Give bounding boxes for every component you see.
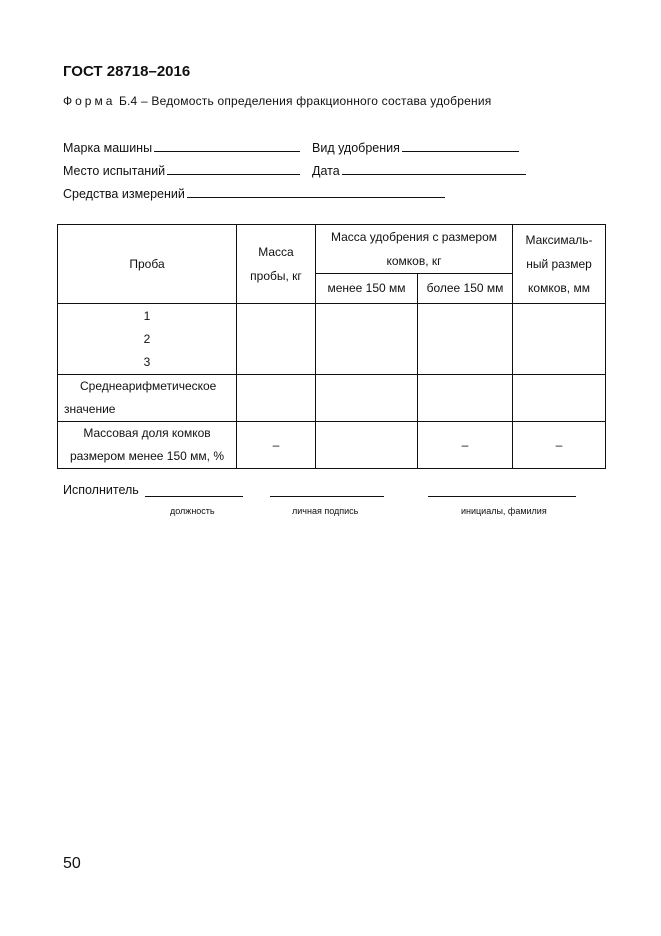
cell-more-samples[interactable] xyxy=(418,304,513,375)
signature-caption: личная подпись xyxy=(292,506,359,516)
machine-brand-label: Марка машины xyxy=(63,141,153,155)
page-number: 50 xyxy=(63,855,81,872)
share-line1: Массовая доля комков xyxy=(83,426,211,440)
share-row-label xyxy=(58,422,237,469)
share-line2: размером менее 150 мм, % xyxy=(70,449,224,463)
sample-number-1: 1 xyxy=(143,308,151,323)
position-line[interactable] xyxy=(145,496,243,497)
header-group-line1: Масса удобрения с размером xyxy=(330,230,498,244)
measuring-tools-blank[interactable] xyxy=(187,187,445,198)
test-place-label: Место испытаний xyxy=(63,164,166,178)
cell-max-share: – xyxy=(513,422,606,469)
cell-mass-average[interactable] xyxy=(237,375,316,422)
cell-max-samples[interactable] xyxy=(513,304,606,375)
average-row-label xyxy=(58,375,237,422)
header-max-line2: ный размер xyxy=(526,257,592,271)
sample-number-3: 3 xyxy=(143,354,151,369)
date-field xyxy=(312,164,526,178)
name-caption: инициалы, фамилия xyxy=(461,506,547,516)
name-line[interactable] xyxy=(428,496,576,497)
form-word: Форма xyxy=(63,94,116,108)
cell-mass-share: – xyxy=(237,422,316,469)
fertilizer-type-field xyxy=(312,141,519,155)
average-line1: Среднеарифметическое xyxy=(80,379,217,393)
cell-max-average[interactable] xyxy=(513,375,606,422)
cell-mass-samples[interactable] xyxy=(237,304,316,375)
header-mass-line1: Масса xyxy=(258,245,294,259)
sample-numbers-cell xyxy=(58,304,237,375)
fertilizer-type-label: Вид удобрения xyxy=(312,141,400,155)
measuring-tools-field xyxy=(63,187,445,201)
signature-line[interactable] xyxy=(270,496,384,497)
average-line2: значение xyxy=(64,402,116,416)
standard-title: ГОСТ 28718–2016 xyxy=(63,63,191,80)
cell-less-average[interactable] xyxy=(316,375,418,422)
header-mass xyxy=(237,225,316,304)
header-mass-line2: пробы, кг xyxy=(250,269,302,283)
performer-label: Исполнитель xyxy=(63,483,139,497)
cell-less-share[interactable] xyxy=(316,422,418,469)
machine-brand-blank[interactable] xyxy=(154,141,300,152)
header-more-150: более 150 мм xyxy=(418,274,513,304)
header-group xyxy=(316,225,513,274)
sample-number-2: 2 xyxy=(143,331,151,346)
position-caption: должность xyxy=(170,506,215,516)
fraction-table xyxy=(57,224,606,469)
test-place-field xyxy=(63,164,300,178)
date-blank[interactable] xyxy=(342,164,526,175)
cell-less-samples[interactable] xyxy=(316,304,418,375)
header-max-line3: комков, мм xyxy=(528,281,590,295)
form-caption-text: Б.4 – Ведомость определения фракционного состава удобрения xyxy=(118,94,492,108)
measuring-tools-label: Средства измерений xyxy=(63,187,185,201)
header-less-150: менее 150 мм xyxy=(316,274,418,304)
test-place-blank[interactable] xyxy=(167,164,300,175)
header-max-line1: Максималь- xyxy=(525,233,593,247)
date-label: Дата xyxy=(312,164,340,178)
header-group-line2: комков, кг xyxy=(386,254,442,268)
form-caption xyxy=(63,94,491,108)
header-max-size xyxy=(513,225,606,304)
machine-brand-field xyxy=(63,141,300,155)
header-sample: Проба xyxy=(58,225,237,304)
cell-more-share: – xyxy=(418,422,513,469)
fertilizer-type-blank[interactable] xyxy=(402,141,519,152)
cell-more-average[interactable] xyxy=(418,375,513,422)
